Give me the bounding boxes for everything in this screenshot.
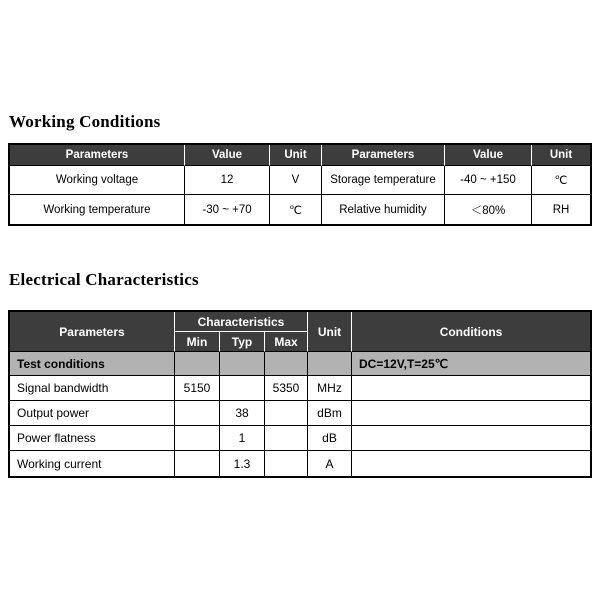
ec-header-conditions: Conditions xyxy=(352,312,590,352)
table-row xyxy=(10,451,590,476)
ec-test-max xyxy=(265,352,308,376)
wc-cell-parameter: Storage temperature xyxy=(322,166,445,195)
ec-header-max: Max xyxy=(265,332,308,352)
wc-cell-value: -40 ~ +150 xyxy=(445,166,532,195)
working-conditions-title: Working Conditions xyxy=(9,112,161,131)
wc-header-parameters-left: Parameters xyxy=(10,145,185,166)
ec-test-unit xyxy=(308,352,352,376)
ec-cell-min xyxy=(175,451,220,476)
ec-cell-conditions xyxy=(352,451,590,476)
ec-cell-max xyxy=(265,451,308,476)
ec-cell-min xyxy=(175,426,220,451)
working-conditions-header-row xyxy=(10,145,590,166)
ec-cell-conditions xyxy=(352,401,590,426)
ec-header-unit: Unit xyxy=(308,312,352,352)
ec-header-characteristics: Characteristics xyxy=(175,312,308,332)
ec-cell-parameter: Power flatness xyxy=(10,426,175,451)
ec-test-conditions-row xyxy=(10,352,590,376)
ec-test-conditions-value: DC=12V,T=25℃ xyxy=(352,352,590,376)
ec-cell-typ: 1 xyxy=(220,426,265,451)
ec-test-typ xyxy=(220,352,265,376)
ec-cell-parameter: Signal bandwidth xyxy=(10,376,175,401)
ec-cell-min xyxy=(175,401,220,426)
wc-header-unit-left: Unit xyxy=(270,145,322,166)
wc-cell-unit: ℃ xyxy=(270,195,322,224)
ec-header-typ: Typ xyxy=(220,332,265,352)
ec-cell-parameter: Working current xyxy=(10,451,175,476)
wc-header-unit-right: Unit xyxy=(532,145,590,166)
ec-cell-unit: dB xyxy=(308,426,352,451)
table-row xyxy=(10,195,590,224)
table-row xyxy=(10,426,590,451)
wc-cell-value: ＜80% xyxy=(445,195,532,224)
ec-cell-typ xyxy=(220,376,265,401)
electrical-characteristics-table xyxy=(8,310,592,478)
wc-cell-parameter: Working voltage xyxy=(10,166,185,195)
ec-cell-conditions xyxy=(352,376,590,401)
table-row xyxy=(10,376,590,401)
wc-header-value-left: Value xyxy=(185,145,270,166)
ec-cell-unit: A xyxy=(308,451,352,476)
wc-cell-value: 12 xyxy=(185,166,270,195)
wc-header-parameters-right: Parameters xyxy=(322,145,445,166)
wc-cell-unit: RH xyxy=(532,195,590,224)
ec-cell-conditions xyxy=(352,426,590,451)
ec-cell-min: 5150 xyxy=(175,376,220,401)
ec-header-parameters: Parameters xyxy=(10,312,175,352)
working-conditions-table xyxy=(8,143,592,226)
ec-header-min: Min xyxy=(175,332,220,352)
wc-cell-parameter: Relative humidity xyxy=(322,195,445,224)
wc-cell-unit: ℃ xyxy=(532,166,590,195)
ec-cell-parameter: Output power xyxy=(10,401,175,426)
ec-cell-max xyxy=(265,401,308,426)
wc-cell-value: -30 ~ +70 xyxy=(185,195,270,224)
wc-cell-unit: V xyxy=(270,166,322,195)
ec-cell-unit: dBm xyxy=(308,401,352,426)
ec-cell-unit: MHz xyxy=(308,376,352,401)
ec-cell-typ: 38 xyxy=(220,401,265,426)
wc-cell-parameter: Working temperature xyxy=(10,195,185,224)
table-row xyxy=(10,401,590,426)
ec-test-min xyxy=(175,352,220,376)
table-row xyxy=(10,166,590,195)
wc-header-value-right: Value xyxy=(445,145,532,166)
electrical-characteristics-title: Electrical Characteristics xyxy=(9,270,199,289)
ec-header-row-top xyxy=(10,312,590,332)
ec-cell-max: 5350 xyxy=(265,376,308,401)
ec-cell-max xyxy=(265,426,308,451)
ec-test-conditions-label: Test conditions xyxy=(10,352,175,376)
ec-cell-typ: 1.3 xyxy=(220,451,265,476)
